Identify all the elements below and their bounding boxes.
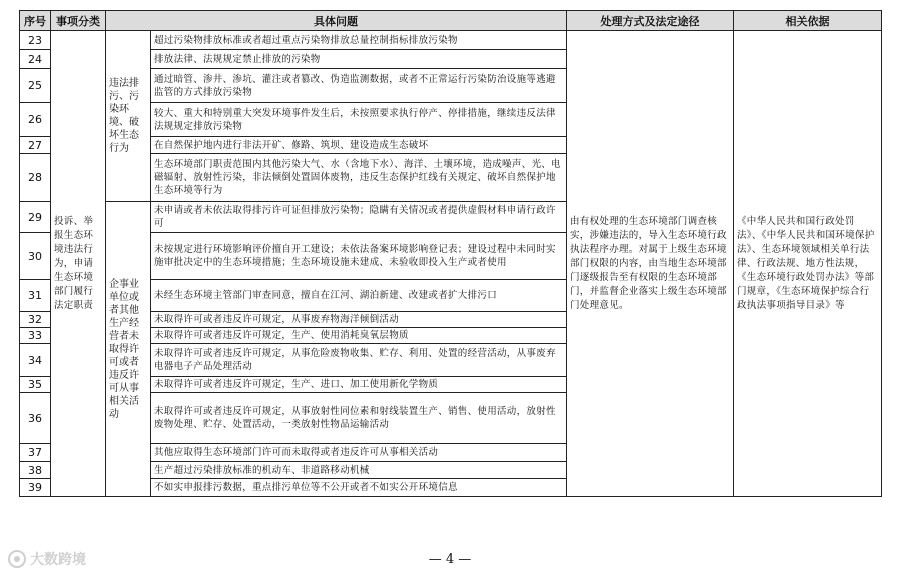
problem-text: 未取得许可或者违反许可规定，从事危险废物收集、贮存、利用、处置的经营活动，从事废弃电器电子产品处理活动 bbox=[151, 344, 567, 377]
row-number: 31 bbox=[20, 280, 51, 312]
problem-text: 未取得许可或者违反许可规定，生产、进口、加工使用新化学物质 bbox=[151, 377, 567, 393]
subcategory-enterprise: 企事业单位或者其他生产经营者未取得许可或者违反许可从事相关活动 bbox=[106, 202, 151, 497]
row-number: 26 bbox=[20, 103, 51, 137]
row-number: 28 bbox=[20, 154, 51, 202]
page-number: — 4 — bbox=[428, 552, 472, 567]
subcategory-pollution: 违法排污、污染环境、破坏生态行为 bbox=[106, 31, 151, 202]
method-cell: 由有权处理的生态环境部门调查核实，涉嫌违法的，导入生态环境行政执法程序办理。对属于上级生态环境部门权限的内容，由当地生态环境部门逐级报告至有权限的生态环境部门，并监督企业落实上级生态环境部门处理意见。 bbox=[567, 31, 734, 497]
problem-text: 较大、重大和特别重大突发环境事件发生后，未按照要求执行停产、停排措施，继续违反法律法规规定排放污染物 bbox=[151, 103, 567, 137]
row-number: 24 bbox=[20, 50, 51, 69]
problem-text: 生产超过污染排放标准的机动车、非道路移动机械 bbox=[151, 462, 567, 479]
problem-text: 超过污染物排放标准或者超过重点污染物排放总量控制指标排放污染物 bbox=[151, 31, 567, 50]
row-number: 23 bbox=[20, 31, 51, 50]
problem-text: 排放法律、法规规定禁止排放的污染物 bbox=[151, 50, 567, 69]
problem-text: 生态环境部门职责范围内其他污染大气、水（含地下水）、海洋、土壤环境，造成噪声、光、电磁辐射、放射性污染，非法倾倒处置固体废物，违反生态保护红线有关规定、破坏自然保护地生态环境等行为 bbox=[151, 154, 567, 202]
row-number: 36 bbox=[20, 393, 51, 444]
problem-text: 未取得许可或者违反许可规定，生产、使用消耗臭氧层物质 bbox=[151, 328, 567, 344]
category-cell: 投诉、举报生态环境违法行为，申请生态环境部门履行法定职责 bbox=[51, 31, 106, 497]
row-number: 29 bbox=[20, 202, 51, 233]
row-number: 37 bbox=[20, 444, 51, 462]
header-row bbox=[20, 11, 882, 31]
problem-text: 未按规定进行环境影响评价擅自开工建设；未依法备案环境影响登记表；建设过程中未同时实施审批决定中的生态环境措施；生态环境设施未建成、未验收即投入生产或者使用 bbox=[151, 233, 567, 280]
header-basis: 相关依据 bbox=[734, 11, 882, 31]
problem-text: 通过暗管、渗井、渗坑、灌注或者篡改、伪造监测数据，或者不正常运行污染防治设施等逃避监管的方式排放污染物 bbox=[151, 69, 567, 103]
header-category: 事项分类 bbox=[51, 11, 106, 31]
header-method: 处理方式及法定途径 bbox=[567, 11, 734, 31]
problem-text: 其他应取得生态环境部门许可而未取得或者违反许可从事相关活动 bbox=[151, 444, 567, 462]
policy-table bbox=[19, 10, 882, 497]
problem-text: 未申请或者未依法取得排污许可证但排放污染物；隐瞒有关情况或者提供虚假材料申请行政许可 bbox=[151, 202, 567, 233]
problem-text: 未取得许可或者违反许可规定，从事废弃物海洋倾倒活动 bbox=[151, 312, 567, 328]
row-number: 38 bbox=[20, 462, 51, 479]
watermark-text: 大数跨境 bbox=[30, 552, 86, 568]
header-problem: 具体问题 bbox=[106, 11, 567, 31]
problem-text: 不如实申报排污数据，重点排污单位等不公开或者不如实公开环境信息 bbox=[151, 479, 567, 497]
row-number: 34 bbox=[20, 344, 51, 377]
row-number: 32 bbox=[20, 312, 51, 328]
basis-cell: 《中华人民共和国行政处罚法》、《中华人民共和国环境保护法》、生态环境领域相关单行法律、行政法规、地方性法规，《生态环境行政处罚办法》等部门规章，《生态环境保护综合行政执法事项指导目录》等 bbox=[734, 31, 882, 497]
row-number: 25 bbox=[20, 69, 51, 103]
row-number: 35 bbox=[20, 377, 51, 393]
row-number: 27 bbox=[20, 137, 51, 154]
problem-text: 未经生态环境主管部门审查同意，擅自在江河、湖泊新建、改建或者扩大排污口 bbox=[151, 280, 567, 312]
row-number: 39 bbox=[20, 479, 51, 497]
table-row bbox=[20, 31, 882, 50]
header-no: 序号 bbox=[20, 11, 51, 31]
problem-text: 在自然保护地内进行非法开矿、修路、筑坝、建设造成生态破坏 bbox=[151, 137, 567, 154]
problem-text: 未取得许可或者违反许可规定，从事放射性同位素和射线装置生产、销售、使用活动，放射性废物处理、贮存、处置活动，一类放射性物品运输活动 bbox=[151, 393, 567, 444]
row-number: 30 bbox=[20, 233, 51, 280]
row-number: 33 bbox=[20, 328, 51, 344]
